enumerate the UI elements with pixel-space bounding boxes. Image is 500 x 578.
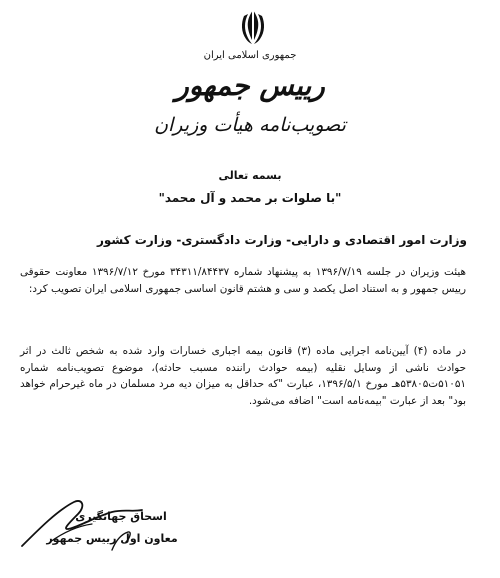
handwritten-signature — [20, 488, 190, 558]
emblem-of-iran-icon — [238, 8, 268, 46]
signature-block — [20, 488, 190, 568]
addressees: وزارت امور اقتصادی و دارایی- وزارت دادگستری- وزارت کشور — [96, 233, 467, 247]
country-name: جمهوری اسلامی ایران — [203, 50, 297, 61]
salawat-line: "با صلوات بر محمد و آل محمد" — [158, 191, 342, 205]
body-paragraph-1: هیئت وزیران در جلسه ۱۳۹۶/۷/۱۹ به پیشنهاد شماره ۳۴۳۱۱/۸۴۴۳۷ مورخ ۱۳۹۶/۷/۱۲ معاونت حقوقی رییس جمهور و به استناد اصل یکصد و سی و هشتم قانون اساسی جمهوری اسلامی ایران تصویب کرد: — [20, 266, 466, 295]
decree-header: تصویب‌نامه هیأت وزیران — [154, 114, 346, 136]
basmala: بسمه تعالی — [218, 169, 282, 182]
body-paragraph-2: در ماده (۴) آیین‌نامه اجرایی ماده (۳) قانون بیمه اجباری خسارات وارد شده به شخص ثالث در اثر حوادث ناشی از وسایل نقلیه (بیمه حوادث راننده مسبب حادثه)، موضوع تصویب‌نامه شماره ۵۱۰۵۱ت۵۳۸۰۵هـ مورخ ۱۳۹۶/۵/۱، عبارت "که حداقل به میزان دیه مرد مسلمان در ماه غیرحرام خواهد بود" بعد از عبارت "بیمه‌نامه است" اضافه می‌شود. — [20, 345, 466, 407]
office-title: رییس جمهور — [175, 69, 325, 102]
signer-title: معاون اول رییس جمهور — [46, 532, 178, 545]
signer-name: اسحاق جهانگیری — [75, 510, 167, 523]
